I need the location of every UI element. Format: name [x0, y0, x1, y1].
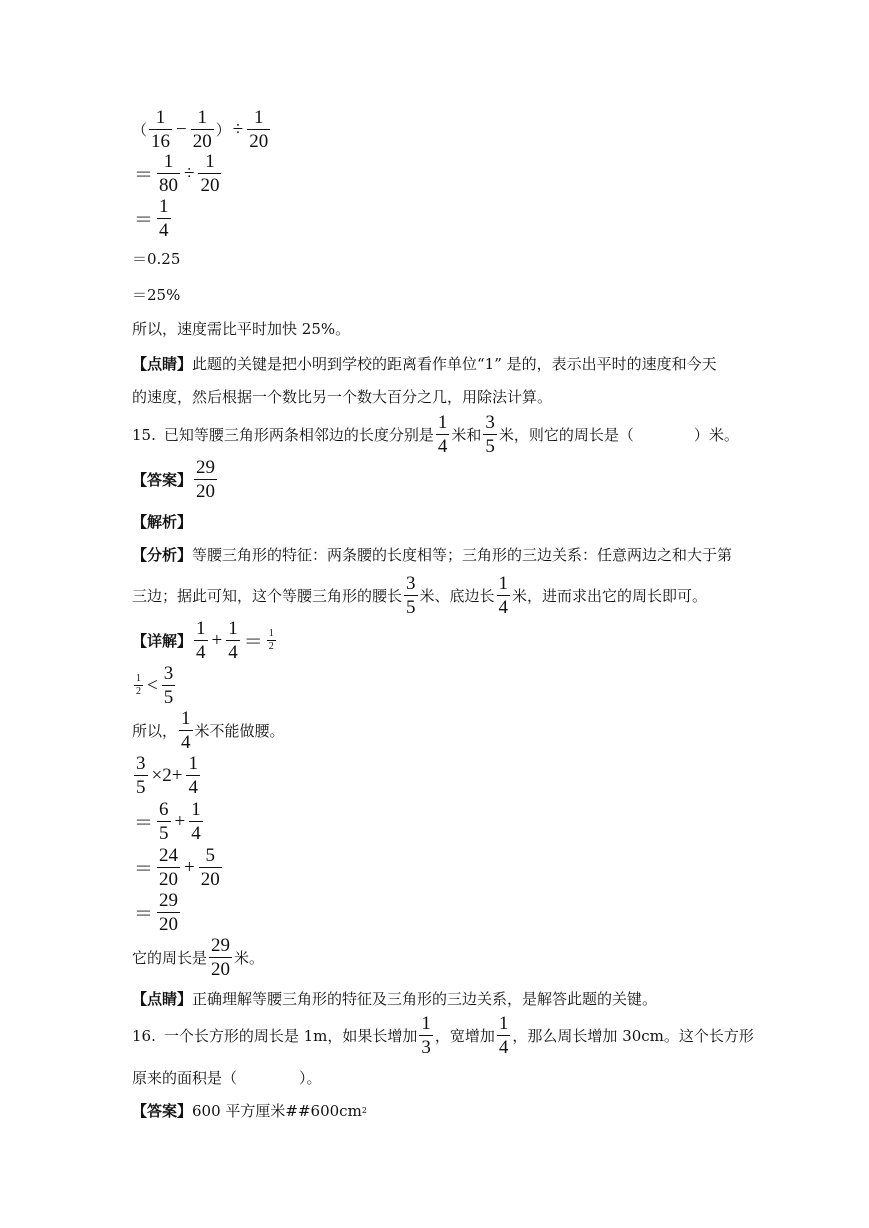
stem-text: 已知等腰三角形两条相邻边的长度分别是 — [163, 426, 434, 444]
times-two-plus: ×2+ — [151, 764, 183, 786]
fraction: 3 5 — [485, 412, 495, 457]
fraction: $\frac{1}{20}$ — [200, 151, 220, 196]
fraction: 3 5 — [163, 663, 174, 708]
detail-tag: 【详解】 — [132, 632, 193, 650]
fraction: 1 4 — [181, 708, 191, 753]
answer-text: 600 平方厘米##600cm — [192, 1102, 362, 1120]
calc-line-2 — [132, 152, 223, 195]
stem-text: ）。 — [299, 1069, 322, 1087]
fraction: $\frac{1}{20}$ — [192, 107, 212, 152]
analysis-text: 米，进而求出它的周长即可。 — [512, 587, 708, 605]
answer-superscript: 2 — [361, 1106, 367, 1115]
analysis-tag: 【分析】 — [132, 546, 193, 564]
divide-sign: ÷ — [232, 118, 244, 140]
detail-line-8: 它的周长是 29 20 米。 — [132, 935, 265, 980]
small-fraction: 1 2 — [136, 673, 141, 697]
equals-sign: ＝ — [134, 210, 154, 231]
equals-sign: ＝ — [134, 904, 154, 925]
equals-sign: ＝ — [134, 859, 154, 880]
fraction: 1 4 — [498, 1013, 509, 1058]
fraction: $\frac{1}{20}$ — [249, 107, 269, 152]
comment-tag: 【点睛】 — [132, 990, 193, 1008]
fraction: $\frac{3}{5}$ — [136, 753, 146, 798]
stem-text: 原来的面积是（ — [132, 1069, 238, 1087]
analysis-line-2 — [132, 574, 707, 617]
comment-text: 此题的关键是把小明到学校的距离看作单位“1” 是的，表示出平时的速度和今天 — [192, 355, 717, 373]
answer-fraction: 29 20 — [196, 457, 216, 502]
analysis-text: 等腰三角形的特征：两条腰的长度相等；三角形的三边关系：任意两边之和大于第 — [192, 546, 733, 564]
question-number: 16. — [132, 1026, 156, 1045]
fraction: $\frac{5}{20}$ — [200, 845, 220, 890]
left-paren: （ — [132, 121, 148, 139]
detail-line-1 — [132, 619, 278, 662]
answer-tag: 【答案】 — [132, 1102, 193, 1120]
question-15-stem — [132, 413, 739, 456]
fraction: $\frac{1}{4}$ — [188, 753, 198, 798]
detail-line-5 — [132, 800, 205, 843]
minus-sign: − — [176, 118, 187, 140]
stem-text: 米和 — [451, 426, 482, 444]
small-fraction: 1 2 — [268, 628, 274, 652]
stem-text: ，宽增加 — [434, 1027, 495, 1045]
fraction: 29 20 — [211, 935, 231, 980]
fraction: 1 4 — [196, 618, 206, 663]
comment-line-1 — [132, 353, 717, 374]
calc-line-5: ＝25% — [132, 286, 181, 304]
calc-line-1 — [132, 108, 272, 151]
fraction: 6 5 — [159, 799, 169, 844]
question-number: 15. — [132, 425, 156, 444]
fraction: 1 4 — [437, 412, 448, 457]
answer-line — [132, 1100, 367, 1121]
fraction: 29 20 — [159, 890, 179, 935]
fraction: 3 5 — [406, 573, 416, 618]
calc-line-4: ＝0.25 — [132, 250, 181, 268]
equals-sign: ＝ — [134, 165, 154, 186]
question-16-stem-line-1 — [132, 1014, 754, 1057]
detail-line-4 — [132, 754, 202, 797]
less-than-sign: < — [147, 674, 158, 696]
fraction: 24 20 — [159, 845, 179, 890]
answer-line — [132, 458, 219, 501]
right-paren: ） — [215, 121, 231, 139]
divide-sign: ÷ — [184, 162, 195, 184]
stem-text: 一个长方形的周长是 1m，如果长增加 — [163, 1027, 418, 1045]
fraction: 1 3 — [421, 1013, 431, 1058]
analysis-text: 三边；据此可知，这个等腰三角形的腰长 — [132, 587, 403, 605]
analysis-text: 米、底边长 — [419, 587, 495, 605]
equals-sign: ＝ — [243, 632, 263, 653]
plus-sign: + — [174, 810, 186, 832]
detail-line-7 — [132, 891, 182, 934]
detail-line-6 — [132, 846, 224, 889]
comment-line — [132, 988, 657, 1009]
fraction: $\frac{1}{4}$ — [228, 618, 238, 663]
plus-sign: + — [211, 629, 223, 651]
calc-line-3 — [132, 197, 173, 240]
detail-line-2 — [132, 664, 177, 707]
comment-line-2: 的速度，然后根据一个数比另一个数大百分之几，用除法计算。 — [132, 388, 553, 406]
comment-text: 正确理解等腰三角形的特征及三角形的三边关系，是解答此题的关键。 — [192, 990, 658, 1008]
fraction: 1 16 — [151, 107, 171, 152]
jiexi-tag: 【解析】 — [132, 513, 193, 531]
equals-sign: ＝ — [134, 813, 154, 834]
comment-tag: 【点睛】 — [132, 355, 193, 373]
question-16-stem-line-2 — [132, 1067, 322, 1088]
fraction: $\frac{1}{4}$ — [191, 799, 201, 844]
fraction: 1 4 — [159, 196, 169, 241]
stem-text: ，那么周长增加 30cm。这个长方形 — [512, 1027, 754, 1045]
fraction: 1 4 — [498, 573, 509, 618]
stem-text: ）米。 — [693, 426, 739, 444]
conclusion-text: 所以，速度需比平时加快 25%。 — [132, 320, 351, 338]
answer-tag: 【答案】 — [132, 471, 193, 489]
detail-line-3: 所以， 1 4 米不能做腰。 — [132, 708, 285, 753]
fraction: $\frac{1}{80}$ — [159, 151, 179, 196]
stem-text: 米，则它的周长是（ — [498, 426, 634, 444]
analysis-line-1 — [132, 544, 732, 565]
plus-sign: + — [184, 856, 195, 878]
